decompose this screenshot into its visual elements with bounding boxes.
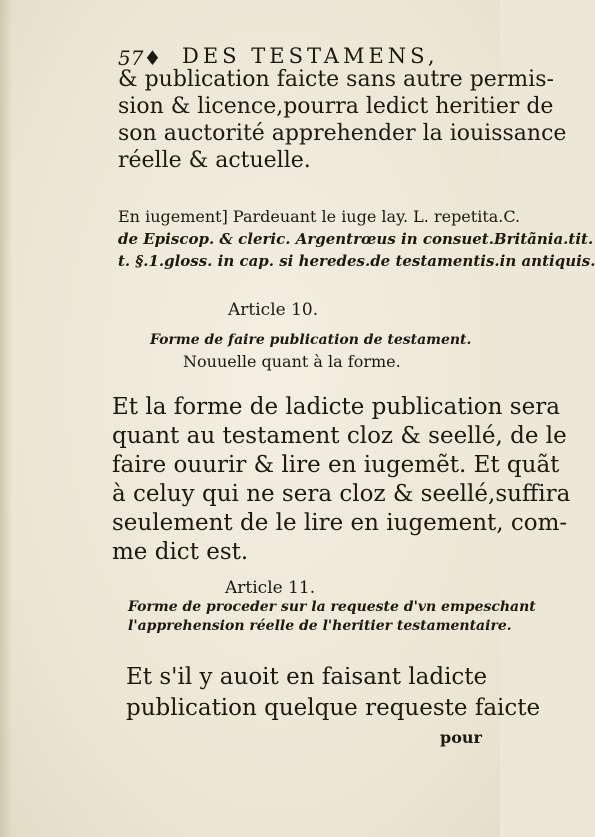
text-line: son auctorité apprehender la iouissance [118,121,567,146]
text-line: quant au testament cloz & seellé, de le [112,423,567,449]
page-gutter-shadow [0,0,12,837]
running-head: DES TESTAMENS, [182,44,439,68]
article-10-heading: Article 10. [228,300,319,320]
article-11-heading: Article 11. [225,578,316,598]
gloss-line: En iugement] Pardeuant le iuge lay. L. repetita.C. [118,207,521,226]
text-line: réelle & actuelle. [118,148,311,173]
gloss-line: de Episcop. & cleric. Argentrœus in consuet.Britãnia.tit. [118,230,594,248]
paragraph-1 [118,66,567,174]
text-line: faire ouurir & lire en iugemẽt. Et quãt [112,452,560,478]
text-line: Et la forme de ladicte publication sera [112,394,560,420]
paragraph-3 [126,662,541,724]
article-10-subtitle: Nouuelle quant à la forme. [183,352,401,371]
rubric-line: Forme de proceder sur la requeste d'vn empeschant [128,599,536,615]
text-line: à celuy qui ne sera cloz & seellé,suffira [112,481,571,507]
text-line: publication quelque requeste faicte [126,695,541,721]
text-line: Et s'il y auoit en faisant ladicte [126,664,488,690]
text-line: me dict est. [112,539,249,565]
catchword: pour [440,728,482,747]
article-11-rubric [128,598,536,636]
text-line: sion & licence,pourra ledict heritier de [118,94,554,119]
text-line: seulement de le lire en iugement, com- [112,510,568,536]
gloss-line: t. §.1.gloss. in cap. si heredes.de testamentis.in antiquis. [118,252,595,270]
rubric-line: l'apprehension réelle de l'heritier testamentaire. [128,618,512,634]
article-10-rubric: Forme de faire publication de testament. [150,332,472,348]
marginal-gloss [118,206,595,272]
page-number: 57♦ [118,46,162,70]
paragraph-2 [112,393,571,567]
text-line: & publication faicte sans autre permis- [118,67,554,92]
